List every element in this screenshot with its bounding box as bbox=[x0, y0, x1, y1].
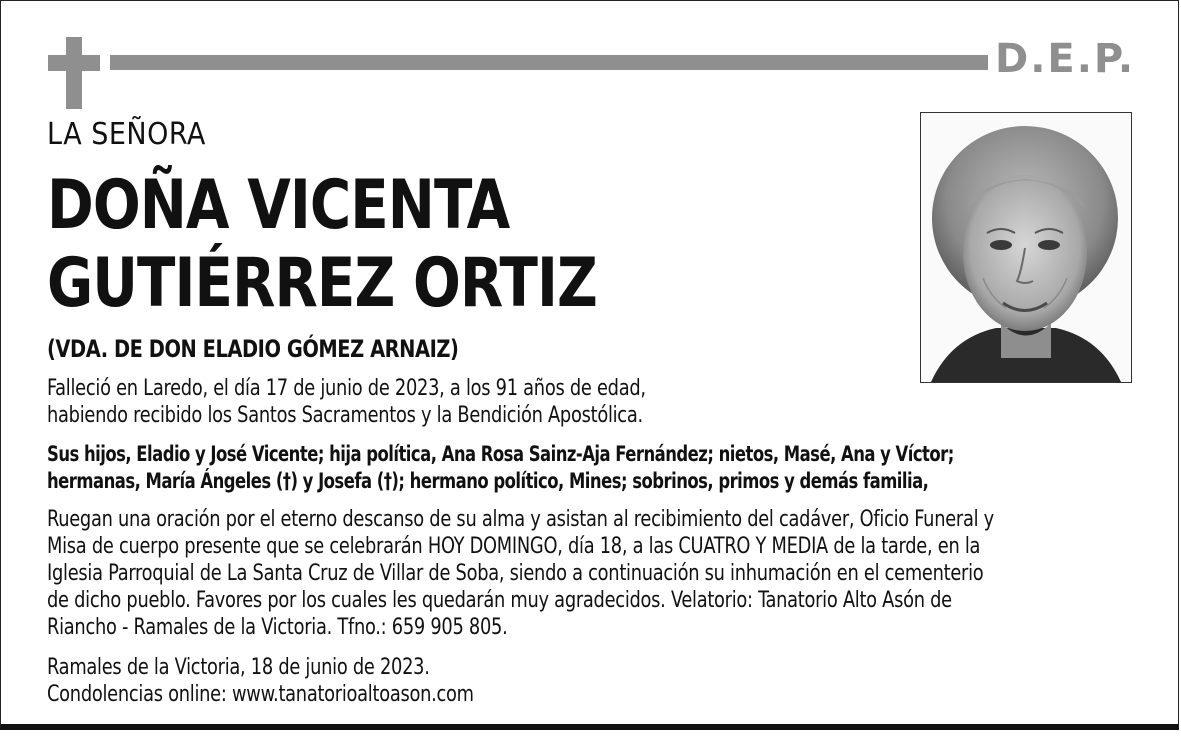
text-line: Misa de cuerpo presente que se celebrarán HOY DOMINGO, día 18, a las CUATRO Y MEDIA de la tarde, en la bbox=[47, 534, 981, 559]
family-list bbox=[47, 441, 954, 495]
dep-heading: D.E.P. bbox=[995, 36, 1136, 82]
closing-info bbox=[47, 654, 474, 708]
text-line: de dicho pueblo. Favores por los cuales les quedarán muy agradecidos. Velatorio: Tanatorio Alto Asón de bbox=[47, 588, 952, 613]
text-line: Sus hijos, Eladio y José Vicente; hija política, Ana Rosa Sainz-Aja Fernández; nietos, Masé, Ana y Víctor; bbox=[47, 442, 954, 466]
portrait-image bbox=[921, 113, 1131, 382]
place-date: Ramales de la Victoria, 18 de junio de 2023. bbox=[47, 655, 430, 680]
name-line: DOÑA VICENTA bbox=[47, 166, 510, 245]
text-line: Iglesia Parroquial de La Santa Cruz de Villar de Soba, siendo a continuación su inhumación en el cementerio bbox=[47, 561, 984, 586]
service-details bbox=[47, 506, 994, 641]
death-notice bbox=[47, 375, 646, 429]
salutation: LA SEÑORA bbox=[47, 117, 206, 152]
text-line: Ruegan una oración por el eterno descanso de su alma y asistan al recibimiento del cadáver, Oficio Funeral y bbox=[47, 507, 994, 532]
cross-vertical-bar bbox=[66, 37, 82, 109]
text-line: Falleció en Laredo, el día 17 de junio de 2023, a los 91 años de edad, bbox=[47, 376, 646, 401]
portrait-photo bbox=[920, 112, 1132, 383]
condolences-link[interactable]: Condolencias online: www.tanatorioaltoason.com bbox=[47, 682, 474, 707]
text-line: hermanas, María Ángeles (†) y Josefa (†); hermano político, Mines; sobrinos, primos y demás familia, bbox=[47, 469, 929, 493]
deceased-name bbox=[47, 167, 597, 323]
header-rule bbox=[110, 55, 988, 70]
text-line: Riancho - Ramales de la Victoria. Tfno.: 659 905 805. bbox=[47, 615, 508, 640]
text-line: habiendo recibido los Santos Sacramentos y la Bendición Apostólica. bbox=[47, 403, 643, 428]
widow-note: (VDA. DE DON ELADIO GÓMEZ ARNAIZ) bbox=[47, 335, 459, 363]
name-line: GUTIÉRREZ ORTIZ bbox=[47, 244, 597, 323]
cross-horizontal-bar bbox=[48, 55, 100, 71]
